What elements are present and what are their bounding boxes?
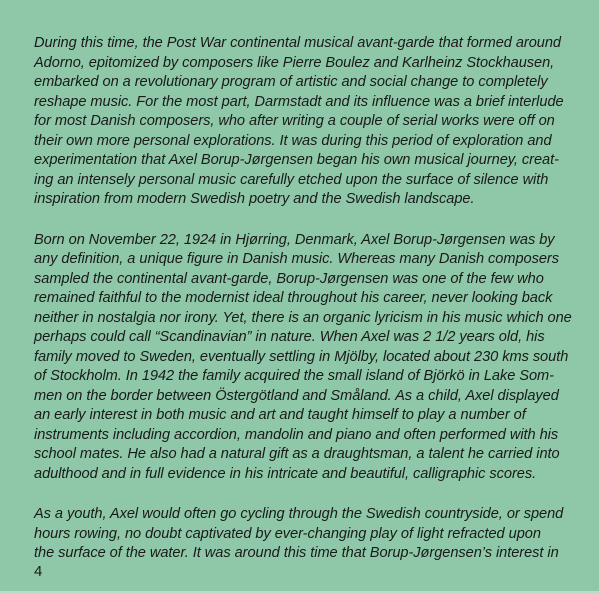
text-line: sampled the continental avant-garde, Borup-Jørgensen was one of the few who bbox=[34, 270, 544, 287]
text-line: Adorno, epitomized by composers like Pierre Boulez and Karlheinz Stockhausen, bbox=[34, 54, 555, 71]
text-line: school mates. He also had a natural gift as a draughtsman, a talent he carried into bbox=[34, 446, 560, 462]
text-line: instruments including accordion, mandolin and piano and often performed with his bbox=[34, 426, 559, 443]
text-line: remained faithful to the modernist ideal throughout his career, never looking back bbox=[34, 290, 553, 306]
text-line: During this time, the Post War continental musical avant-garde that formed around bbox=[34, 35, 561, 51]
text-line: an early interest in both music and art and taught himself to play a number of bbox=[34, 407, 526, 423]
paragraph-2 bbox=[34, 231, 574, 485]
page-number: 4 bbox=[34, 563, 43, 580]
text-line: embarked on a revolutionary program of artistic and social change to completely bbox=[34, 74, 548, 90]
text-line: perhaps could call “Scandinavian” in nature. When Axel was 2 1/2 years old, his bbox=[34, 329, 545, 345]
text-line: their own more personal explorations. It was during this period of exploration and bbox=[34, 132, 552, 149]
text-line: reshape music. For the most part, Darmstadt and its influence was a brief interlude bbox=[34, 93, 564, 110]
text-line: family moved to Sweden, eventually settling in Mjölby, located about 230 kms south bbox=[34, 348, 569, 365]
text-line: neither in nostalgia nor irony. Yet, there is an organic lyricism in his music which one bbox=[34, 309, 572, 326]
text-line: inspiration from modern Swedish poetry and the Swedish landscape. bbox=[34, 191, 475, 207]
text-line: As a youth, Axel would often go cycling through the Swedish countryside, or spend bbox=[34, 506, 564, 522]
text-line: of Stockholm. In 1942 the family acquired the small island of Björkö in Lake Som- bbox=[34, 368, 554, 384]
document-body bbox=[34, 34, 574, 585]
paragraph-1 bbox=[34, 34, 574, 210]
text-line: for most Danish composers, who after writing a couple of serial works were off on bbox=[34, 113, 555, 129]
text-line: hours rowing, no doubt captivated by ever-changing play of light refracted upon bbox=[34, 525, 541, 542]
text-line: adulthood and in full evidence in his intricate and beautiful, calligraphic scores. bbox=[34, 465, 537, 482]
text-line: men on the border between Östergötland and Småland. As a child, Axel displayed bbox=[34, 387, 559, 404]
text-line: Born on November 22, 1924 in Hjørring, Denmark, Axel Borup-Jørgensen was by bbox=[34, 231, 555, 248]
text-line: experimentation that Axel Borup-Jørgensen began his own musical journey, creat- bbox=[34, 152, 559, 168]
text-line: any definition, a unique figure in Danish music. Whereas many Danish composers bbox=[34, 251, 559, 267]
text-line: ing an intensely personal music carefully etched upon the surface of silence with bbox=[34, 171, 549, 188]
text-line: the surface of the water. It was around this time that Borup-Jørgensen’s interest in bbox=[34, 545, 559, 561]
paragraph-3 bbox=[34, 505, 574, 564]
